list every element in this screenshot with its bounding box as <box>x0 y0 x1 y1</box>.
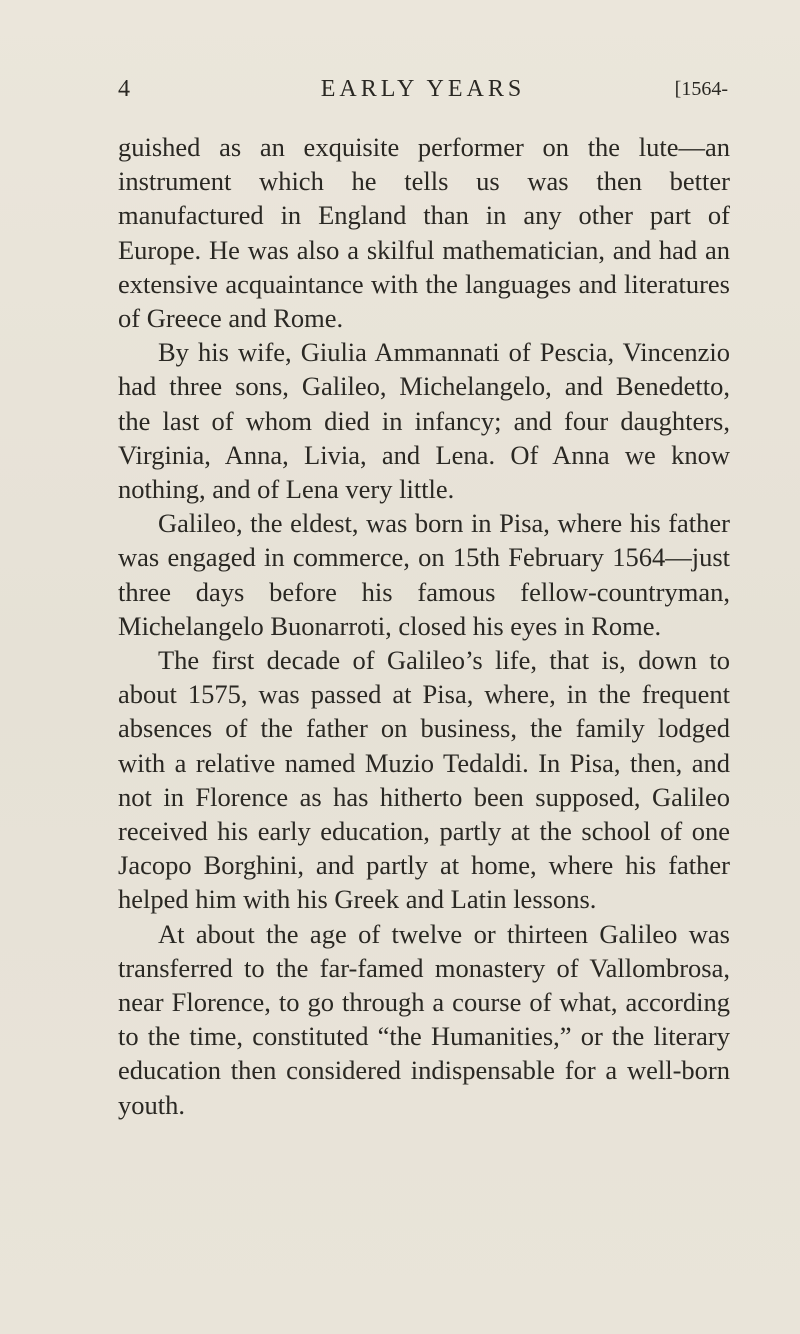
page-number: 4 <box>118 76 130 102</box>
body-text <box>118 130 730 1122</box>
running-title: EARLY YEARS <box>320 76 526 102</box>
paragraph-1: guished as an exquisite performer on the lute—an instrument which he tells us was then better manufactured in England than in any other part of Europe. He was also a skilful mathematician, and had an extensive acquaintance with the languages and literatures of Greece and Rome. <box>118 132 730 334</box>
paragraph-5: At about the age of twelve or thirteen Galileo was transferred to the far-famed monastery of Vallombrosa, near Florence, to go through a course of what, according to the time, constituted “the Humanities,” or the literary education then considered indispensable for a well-born youth. <box>118 918 730 1120</box>
paragraph-4: The first decade of Galileo’s life, that is, down to about 1575, was passed at Pisa, where, in the frequent absences of the father on business, the family lodged with a relative named Muzio Tedaldi. In Pisa, then, and not in Florence as has hitherto been supposed, Galileo received his early education, partly at the school of one Jacopo Borghini, and partly at home, where his father helped him with his Greek and Latin lessons. <box>118 645 730 915</box>
paragraph-3: Galileo, the eldest, was born in Pisa, where his father was engaged in commerce, on 15th February 1564—just three days before his famous fellow-countryman, Michelangelo Buonarroti, closed his eyes in Rome. <box>118 508 730 641</box>
page-header <box>118 76 728 112</box>
date-range: [1564- <box>674 78 728 100</box>
paragraph-2: By his wife, Giulia Ammannati of Pescia, Vincenzio had three sons, Galileo, Michelangelo, and Benedetto, the last of whom died in infancy; and four daughters, Virginia, Anna, Livia, and Lena. Of Anna we know nothing, and of Lena very little. <box>118 337 730 505</box>
